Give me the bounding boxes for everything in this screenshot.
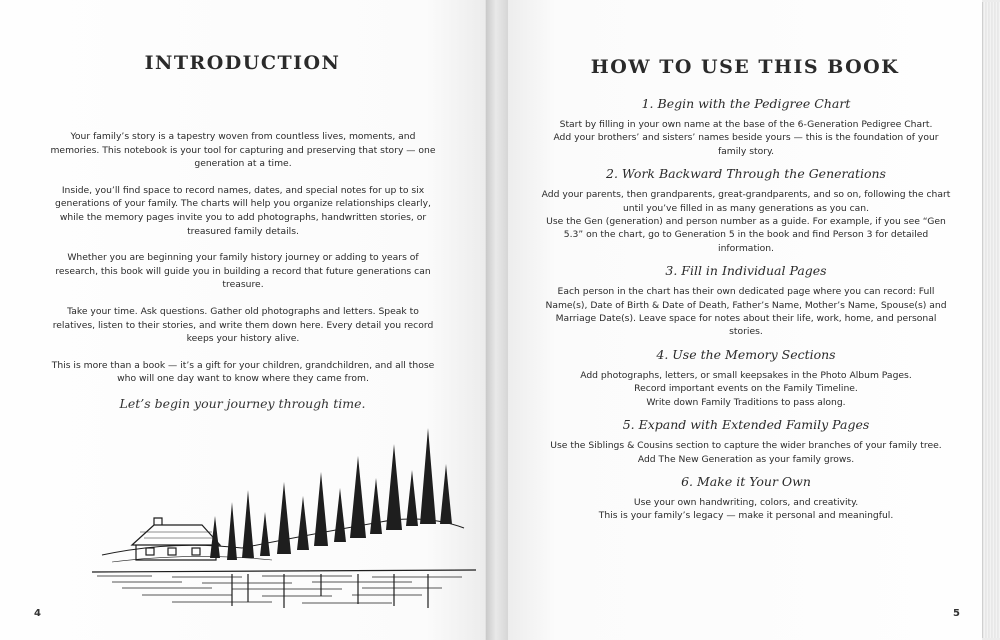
closing-line: Let’s begin your journey through time. xyxy=(119,396,366,411)
step-line: Each person in the chart has their own dedicated page where you can record: Full Name(s), Date of Birth & Date of Death, Father’s Name, Mother’s Name, Spouse(s) and Marriage Date(s). Leave space for notes about their life, work, home, and personal stories. xyxy=(545,286,947,338)
step-text xyxy=(540,439,952,466)
page-number: 4 xyxy=(34,608,41,619)
right-page xyxy=(508,0,982,640)
instructions-body xyxy=(540,96,952,531)
step-section xyxy=(540,166,952,255)
step-line: Start by filling in your own name at the base of the 6-Generation Pedigree Chart. xyxy=(559,119,933,130)
step-title: 4. Use the Memory Sections xyxy=(656,346,836,362)
step-section xyxy=(540,474,952,523)
step-text xyxy=(540,118,952,158)
step-line: Add your parents, then grandparents, great-grandparents, and so on, following the chart until you’ve filled in as many generations as you can. xyxy=(541,189,951,214)
step-line: Record important events on the Family Timeline. xyxy=(634,383,858,395)
step-line: Write down Family Traditions to pass along. xyxy=(646,396,846,408)
intro-paragraph: Take your time. Ask questions. Gather old photographs and letters. Speak to relatives, listen to their stories, and write them down here. Every detail you record keeps your history alive. xyxy=(52,305,434,345)
page-edges xyxy=(982,2,1000,638)
step-section xyxy=(540,263,952,339)
step-line: This is your family’s legacy — make it personal and meaningful. xyxy=(598,510,894,522)
intro-paragraph: Inside, you’ll find space to record names, dates, and special notes for up to six generations of your family. The charts will help you organize relationships clearly, while the memory pages invite you to add photographs, handwritten stories, or treasured family details. xyxy=(55,184,431,237)
page-number: 5 xyxy=(953,608,960,619)
step-text xyxy=(540,496,952,523)
step-title: 2. Work Backward Through the Generations xyxy=(606,166,886,182)
step-line: Add photographs, letters, or small keepsakes in the Photo Album Pages. xyxy=(580,369,912,381)
step-text xyxy=(540,285,952,339)
step-section xyxy=(540,347,952,409)
book-gutter xyxy=(486,0,508,640)
forest-cabin-illustration xyxy=(92,420,476,610)
step-section xyxy=(540,417,952,466)
step-line: Use your own handwriting, colors, and creativity. xyxy=(633,496,859,508)
step-section xyxy=(540,96,952,158)
intro-paragraph: Your family’s story is a tapestry woven from countless lives, moments, and memories. This notebook is your tool for capturing and preserving that story — one generation at a time. xyxy=(50,131,436,170)
step-line: Use the Gen (generation) and person number as a guide. For example, if you see “Gen 5.3” on the chart, go to Generation 5 in the book and find Person 3 for detailed information. xyxy=(546,216,946,254)
introduction-body xyxy=(50,130,436,399)
step-title: 5. Expand with Extended Family Pages xyxy=(622,417,870,433)
introduction-heading: INTRODUCTION xyxy=(144,52,341,74)
step-title: 1. Begin with the Pedigree Chart xyxy=(641,96,851,111)
step-title: 3. Fill in Individual Pages xyxy=(665,263,827,279)
how-to-use-heading: HOW TO USE THIS BOOK xyxy=(590,56,900,78)
step-text xyxy=(540,188,952,255)
step-title: 6. Make it Your Own xyxy=(681,473,811,489)
intro-paragraph: Whether you are beginning your family history journey or adding to years of research, this book will guide you in building a record that future generations can treasure. xyxy=(55,252,431,291)
left-page xyxy=(0,0,486,640)
step-line: Use the Siblings & Cousins section to capture the wider branches of your family tree. Add The New Generation as your family grows. xyxy=(550,440,942,465)
step-line: Add your brothers’ and sisters’ names beside yours — this is the foundation of your family story. xyxy=(553,132,939,157)
step-text xyxy=(540,369,952,409)
intro-paragraph: This is more than a book — it’s a gift for your children, grandchildren, and all those who will one day want to know where they came from. xyxy=(51,359,435,385)
